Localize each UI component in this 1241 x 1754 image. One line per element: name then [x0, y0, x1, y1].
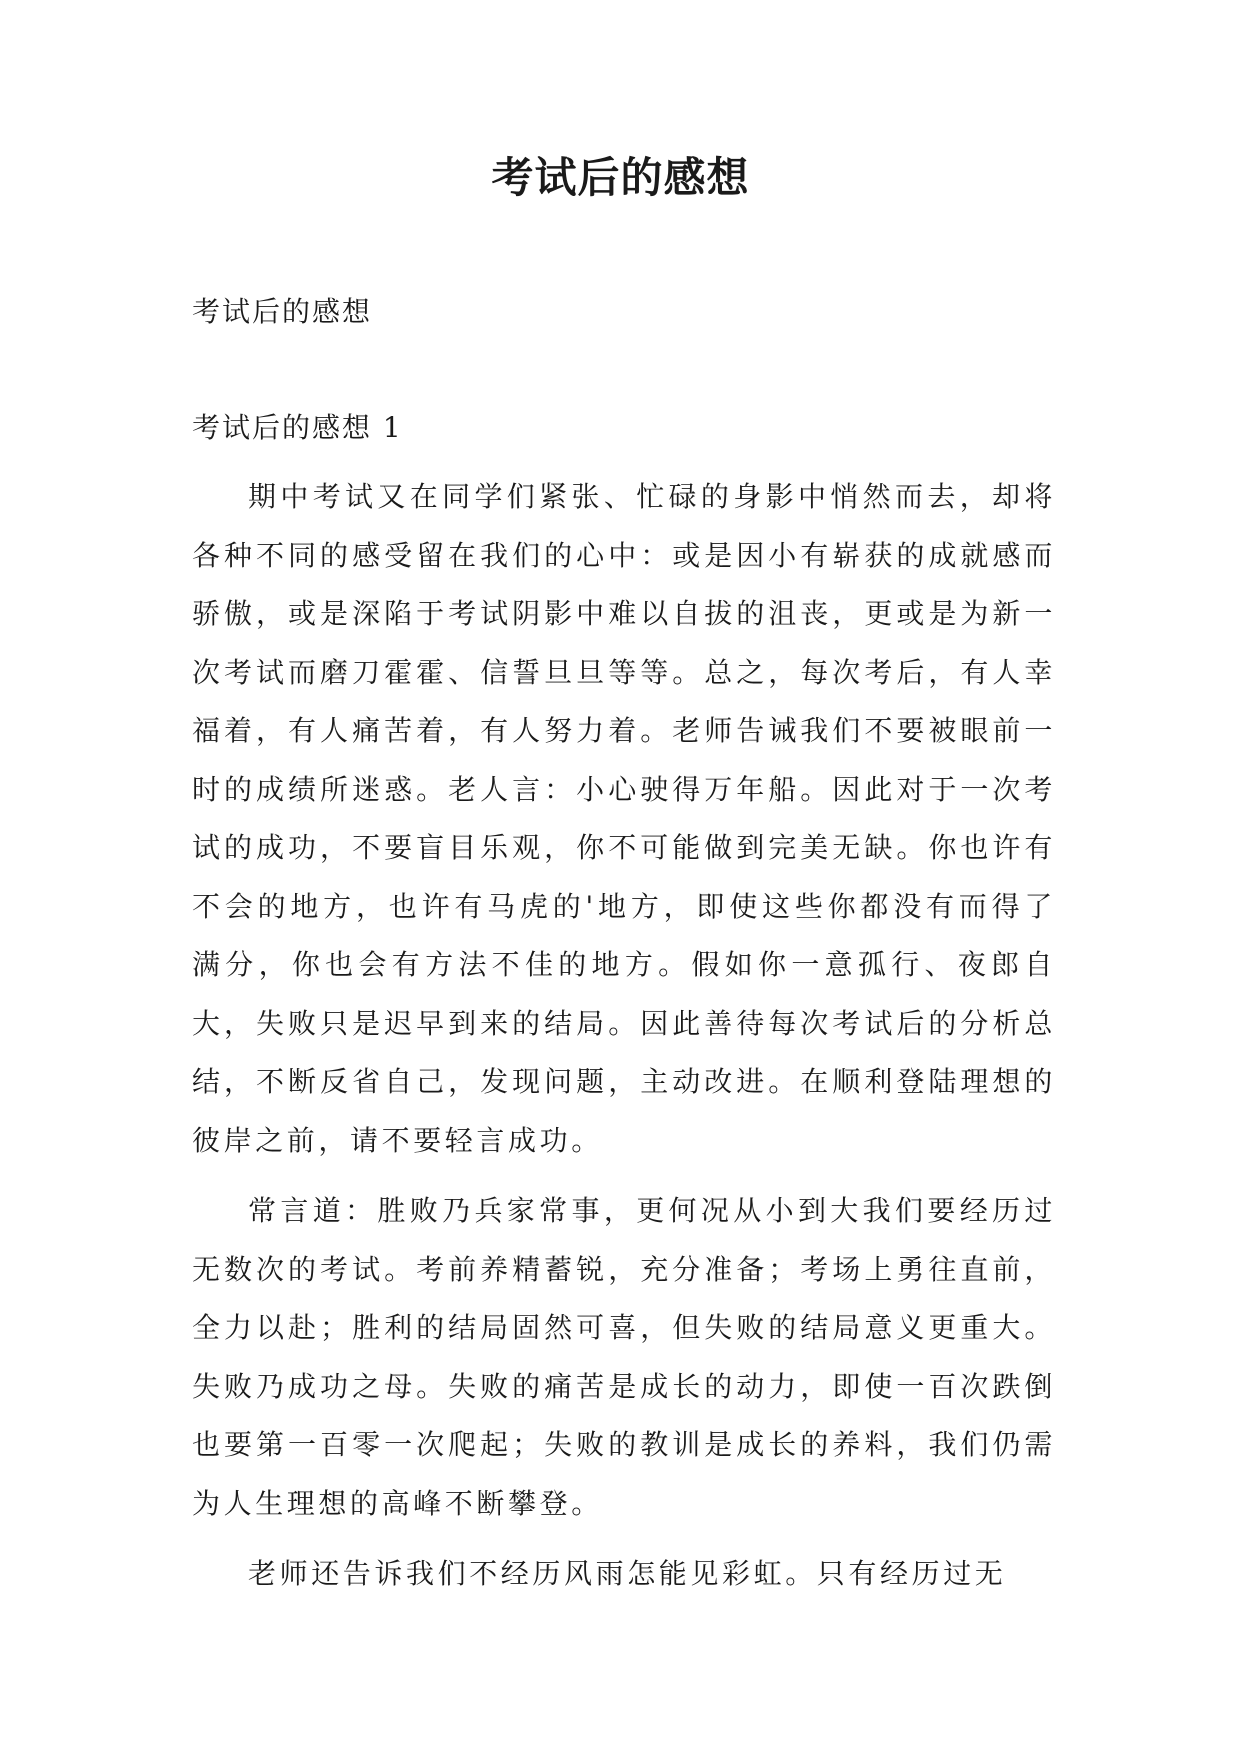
- body-paragraph: 常言道：胜败乃兵家常事，更何况从小到大我们要经历过无数次的考试。考前养精蓄锐，充分准备；考场上勇往直前，全力以赴；胜利的结局固然可喜，但失败的结局意义更重大。失败乃成功之母。失败的痛苦是成长的动力，即使一百次跌倒也要第一百零一次爬起；失败的教训是成长的养料，我们仍需为人生理想的高峰不断攀登。: [192, 1194, 1056, 1520]
- document-subtitle: 考试后的感想: [192, 295, 373, 328]
- body-paragraph: 期中考试又在同学们紧张、忙碌的身影中悄然而去，却将各种不同的感受留在我们的心中：或是因小有崭获的成就感而骄傲，或是深陷于考试阴影中难以自拔的沮丧，更或是为新一次考试而磨刀霍霍、信誓旦旦等等。总之，每次考后，有人幸福着，有人痛苦着，有人努力着。老师告诫我们不要被眼前一时的成绩所迷惑。老人言：小心驶得万年船。因此对于一次考试的成功，不要盲目乐观，你不可能做到完美无缺。你也许有不会的地方，也许有马虎的'地方，即使这些你都没有而得了满分，你也会有方法不佳的地方。假如你一意孤行、夜郎自大，失败只是迟早到来的结局。因此善待每次考试后的分析总结，不断反省自己，发现问题，主动改进。在顺利登陆理想的彼岸之前，请不要轻言成功。: [192, 480, 1056, 1157]
- body-paragraph: 老师还告诉我们不经历风雨怎能见彩虹。只有经历过无: [248, 1557, 1007, 1590]
- section-heading: 考试后的感想 1: [192, 411, 403, 444]
- document-body: [192, 468, 1056, 1616]
- document-title: 考试后的感想: [491, 153, 750, 202]
